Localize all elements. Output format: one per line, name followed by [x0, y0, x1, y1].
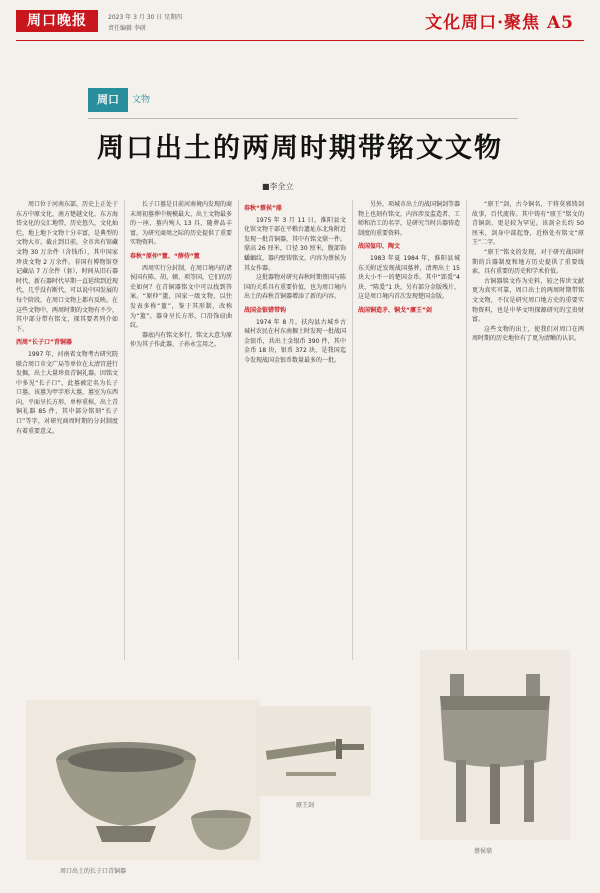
sword-illustration [256, 706, 371, 796]
column-1 [16, 200, 118, 436]
masthead [16, 8, 584, 36]
header-rule [16, 40, 584, 41]
paragraph: 另外，项城市出土的战国铜剑等器物上也刻有铭文，内容涉及监造者、工师和冶工的名字，是研究当时兵器铸造制度的重要资料。 [358, 201, 461, 237]
column-subtag: 文物 [132, 95, 151, 105]
paragraph: 这批器物对研究春秋时期蔡国与陈国的关系具有重要价值，也为周口境内出土的春秋青铜器增添了新的内容。 [244, 274, 347, 301]
bronze-bowls-photo [26, 700, 260, 860]
bronze-bowls-illustration [26, 700, 260, 860]
byline: ■李全立 [262, 182, 294, 191]
column-2 [130, 200, 232, 350]
section-name: 文化周口·聚焦 [425, 13, 541, 33]
sword-photo [256, 706, 371, 796]
column-3 [244, 200, 346, 366]
subheading: 战国铜造矛、铜戈“廪王”剑 [358, 306, 432, 314]
page-number: A5 [546, 13, 574, 33]
subheading: 春秋“原仲”簠、“薛侍”簠 [130, 252, 200, 260]
section-title [425, 8, 574, 33]
column-4 [358, 200, 460, 318]
paragraph: 长子口墓是目前河南境内发现的商末周初墓葬中规模最大、出土文物最多的一座，墓内殉人 13 具，随葬品丰富，为研究商周之际的历史提供了重要实物资料。 [130, 201, 233, 247]
paragraph: 古铜器铭文作为史料，较之传世文献更为真实可靠，周口出土的两周时期带铭文文物，不仅是研究周口地方史的重要实物资料，也是中华文明探源研究的宝贵财富。 [472, 277, 584, 324]
column-divider [124, 200, 125, 660]
paragraph: 这些文物的出土，使我们对周口在两周时期的历史地位有了更为清晰的认识。 [472, 325, 584, 343]
column-5 [472, 200, 584, 344]
paragraph: 1997 年，河南省文物考古研究院联合周口市文广局等单位在太清宫进行发掘，出土大量珍贵青铜礼器。因铭文中多见“长子口”，此墓被定名为长子口墓。该墓为甲字形大墓，墓室为东西向，平面呈长方形，单椁重棺，出土青铜礼器 85 件，其中部分铭刻“长子口”等字，对研究商周时期的分封制度有着重要意义。 [16, 350, 119, 435]
editor-credit: 责任编辑 李研 [108, 25, 146, 32]
paragraph: 西周实行分封制，在周口境内的诸侯国有陈、胡、顿、项等国，它们的历史如何？在青铜器铭文中可以找到答案。“原仲”簠，国家一级文物，以往发表多称“簠”，鉴于其形制，改称为“簠”。器身呈长方形，口沿饰窃曲纹。 [130, 264, 233, 330]
subheading: 西周“长子口”青铜器 [16, 339, 72, 347]
column-divider [352, 200, 353, 660]
paragraph: 器底内有铭文多行，铭文大意为原仲为其子作此器，子孙永宝用之。 [130, 331, 233, 349]
subheading: 战国金银错带钩 [244, 306, 287, 314]
paragraph: “廪王”剑，古今铜名，干将莫邪铸剑故事，百代流传。其中铸有“廪王”铭文的青铜剑，更是较为罕见。该剑全长约 50 厘米，剑身中部起脊，近格处有铭文“廪王”二字。 [472, 201, 584, 247]
caption-bowls: 周口出土的长子口青铜器 [60, 868, 127, 875]
paragraph: 1983 年夏 1984 年，淮阳县城东关附近发现战国墓葬，清理出土 15 块大小不一的楚国金币。其中“郢爰”4 块、“陈爰”1 块，另有部分金版残片，这是周口境内首次发现楚国金版。 [358, 254, 460, 301]
issue-date: 2023 年 3 月 30 日 星期四 [108, 14, 183, 21]
column-divider [466, 200, 467, 660]
paragraph: 1975 年 3 月 11 日，淮阳县文化馆文物干部在平粮台遗址东北角附近发现一批青铜器，其中有铭文鼎一件。鼎高 26 厘米，口径 30 厘米，腹部饰蟠螭纹，器内壁铸铭文，内容为蔡侯为其女作器。 [244, 216, 347, 272]
headline: 周口出土的两周时期带铭文文物 [97, 133, 503, 164]
paragraph: “廪王”铭文的发现，对于研究战国时期的兵器制度和地方历史提供了重要线索，具有重要的历史和学术价值。 [472, 248, 584, 276]
article-body [16, 200, 584, 630]
caption-vessel: 蔡侯鼎 [474, 848, 493, 855]
subheading: 春秋“蔡侯”鼎 [244, 205, 282, 212]
column-divider [238, 200, 239, 660]
tag-divider [88, 118, 518, 119]
paragraph: 1974 年 8 月，扶沟县古城乡古城村农民在村东南掘土时发现一批战国金银币，共出土金银币 390 件，其中金币 18 块，银币 372 块，是我国迄今发现战国金银币数量最多的一批。 [244, 318, 347, 364]
newspaper-logo: 周口晚报 [16, 10, 98, 32]
caption-sword: 廪王剑 [296, 802, 315, 809]
subheading: 战国玺印、陶文 [358, 243, 401, 251]
bronze-vessel-illustration [420, 650, 570, 840]
paragraph: 周口位于河南东部，历史上正处于东方中原文化、南方楚越文化、东方海岱文化的交汇地带，历史悠久，文化灿烂，地上地下文物十分丰富，是典型的文物大市。截止到目前，全市共有馆藏文物 30 万余件（含钱币），其中国家珍贵文物 2 万余件。非国有博物馆登记藏品 7 万余件（套），时间从旧石器时代、新石器时代早期一直延续到近现代，几乎没有断代，可以说中国发展的每个阶段，在周口文物上都有反映。在这些文物中，两周时期的文物有不少，其中部分带有铭文，探其要者列介如下。 [16, 201, 119, 333]
bronze-vessel-photo [420, 650, 570, 840]
column-tag: 周口 [88, 88, 128, 112]
